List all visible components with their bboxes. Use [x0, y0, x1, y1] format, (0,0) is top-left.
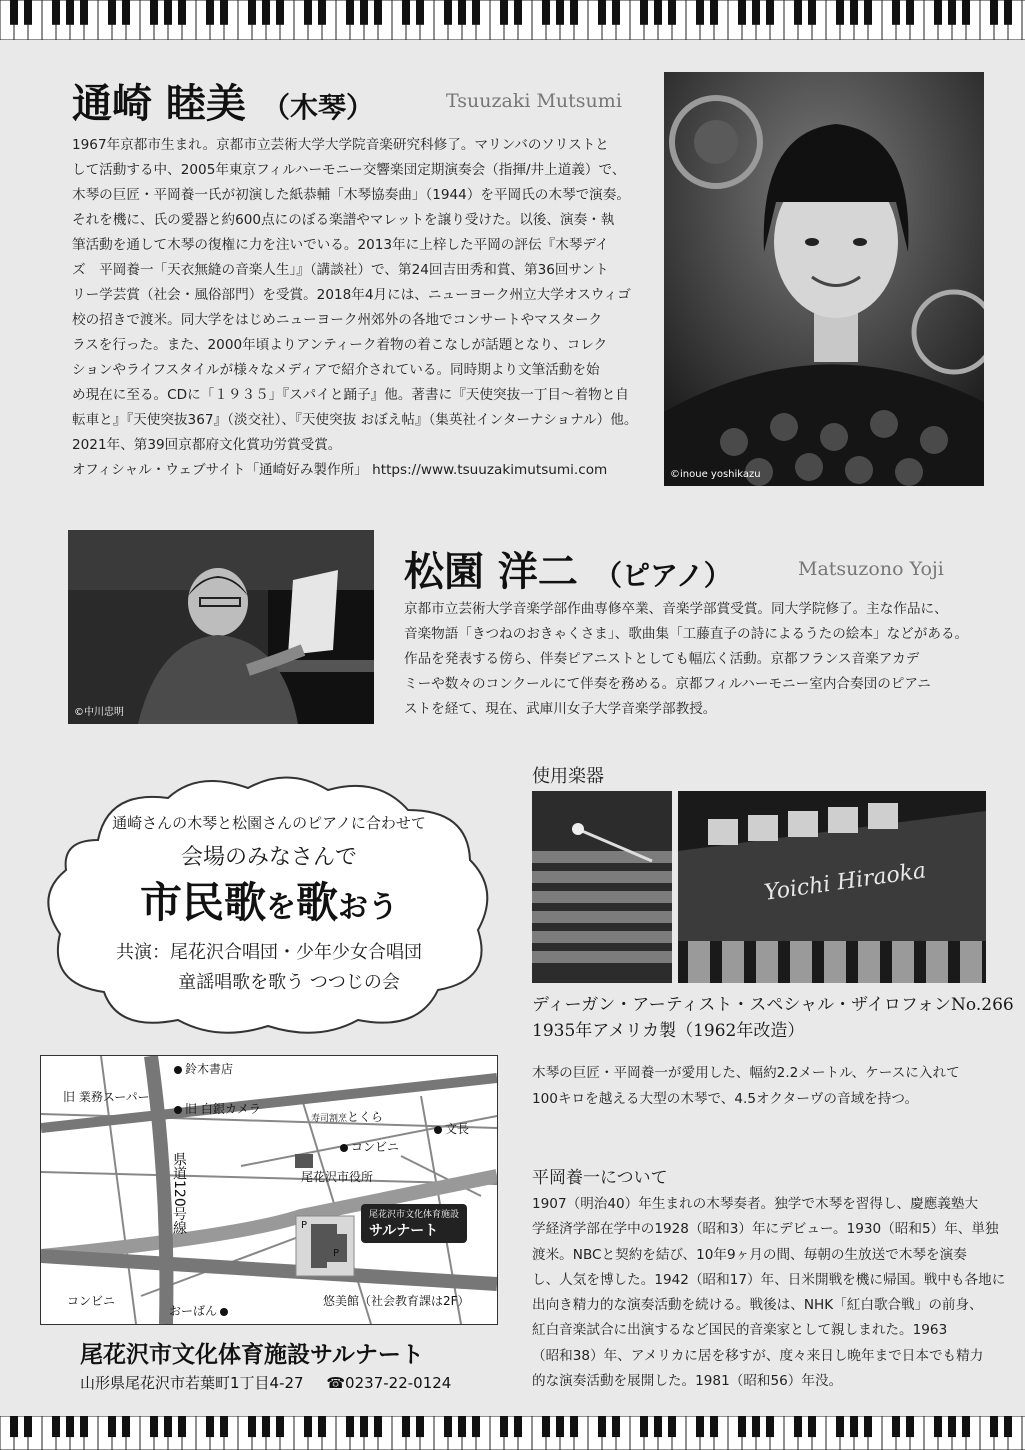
black-key — [668, 1416, 676, 1437]
person1-bio-line: め現在に至る。CDに「１９３５」『スパイと踊子』他。著書に『天使突抜一丁目〜着物と自 — [72, 387, 629, 403]
map-label-tokura: とくら — [347, 1110, 384, 1124]
person1-photo-credit: ©inoue yoshikazu — [670, 469, 761, 480]
black-key — [864, 1416, 872, 1437]
black-key — [304, 1416, 312, 1437]
black-key — [696, 1416, 704, 1437]
black-key — [346, 1416, 354, 1437]
black-key — [710, 0, 718, 25]
callout-title-d: おう — [338, 890, 399, 925]
black-key — [1004, 1416, 1012, 1437]
hiraoka-heading: 平岡養一について — [532, 1168, 668, 1188]
venue-name: 尾花沢市文化体育施設サルナート — [80, 1342, 424, 1368]
person1-bio-line: リー学芸賞（社会・風俗部門）を受賞。2018年4月には、ニューヨーク州立大学オスウィゴ — [72, 287, 631, 303]
person2-bio — [404, 597, 989, 722]
person2-bio-line: ストを経て、現在、武庫川女子大学音楽学部教授。 — [404, 701, 717, 717]
black-key — [836, 0, 844, 25]
black-key — [472, 0, 480, 25]
callout-costar1: 共演：尾花沢合唱団・少年少女合唱団 — [116, 942, 422, 963]
callout-line2: 会場のみなさんで — [180, 845, 357, 870]
black-key — [220, 1416, 228, 1437]
black-key — [1004, 0, 1012, 25]
black-key — [990, 0, 998, 25]
black-key — [416, 0, 424, 25]
black-key — [500, 0, 508, 25]
black-key — [402, 0, 410, 25]
person2-instrument: （ピアノ） — [593, 559, 732, 592]
instrument-caption-1: ディーガン・アーティスト・スペシャル・ザイロフォンNo.266 — [532, 995, 1014, 1015]
black-key — [276, 0, 284, 25]
black-key — [542, 1416, 550, 1437]
hiraoka-bio-line: 学経済学部在学中の1928（昭和3）年にデビュー。1930（昭和5）年、単独 — [532, 1221, 999, 1238]
black-key — [248, 0, 256, 25]
person1-bio-line: して活動する中、2005年東京フィルハーモニー交響楽団定期演奏会（指揮/井上道義）で、 — [72, 162, 626, 178]
black-key — [738, 0, 746, 25]
black-key — [458, 1416, 466, 1437]
black-key — [472, 1416, 480, 1437]
person1-name-en: Tsuuzaki Mutsumi — [446, 90, 622, 112]
black-key — [850, 1416, 858, 1437]
hiraoka-bio-line: （昭和38）年、アメリカに居を移すが、度々来日し晩年まで日本でも精力 — [532, 1347, 984, 1364]
black-key — [374, 1416, 382, 1437]
map-label-super: 旧 業務スーパー — [63, 1090, 150, 1104]
black-key — [262, 0, 270, 25]
black-key — [80, 1416, 88, 1437]
person1-instrument: （木琴） — [261, 91, 374, 124]
black-key — [906, 1416, 914, 1437]
person2-bio-line: 京都市立芸術大学音楽学部作曲専修卒業、音楽学部賞受賞。同大学院修了。主な作品に、 — [404, 601, 948, 617]
map-saruna-small: 尾花沢市文化体育施設 — [369, 1210, 460, 1220]
black-key — [458, 0, 466, 25]
person1-bio-line: 木琴の巨匠・平岡養一氏が初演した紙恭輔「木琴協奏曲」（1944）を平岡氏の木琴で演奏。 — [72, 187, 630, 203]
person1-bio-line: ラスを行った。また、2000年頃よりアンティーク着物の着こなしが話題となり、コレク — [72, 337, 608, 353]
black-key — [962, 1416, 970, 1437]
black-key — [808, 1416, 816, 1437]
black-key — [80, 0, 88, 25]
map-label-bunchou: 文長 — [445, 1122, 470, 1136]
map-label-camera: 旧 白銀カメラ — [185, 1102, 261, 1116]
person2-name-en: Matsuzono Yoji — [798, 558, 944, 580]
black-key — [990, 1416, 998, 1437]
access-map — [40, 1055, 498, 1325]
venue-tel: ☎0237-22-0124 — [326, 1374, 452, 1392]
black-key — [962, 0, 970, 25]
black-key — [794, 0, 802, 25]
hiraoka-bio-line: 的な演奏活動を展開した。1981（昭和56）年没。 — [532, 1373, 843, 1390]
black-key — [514, 0, 522, 25]
person1-bio-line: それを機に、氏の愛器と約600点にのぼる楽譜やマレットを譲り受けた。以後、演奏・執 — [72, 212, 615, 228]
black-key — [864, 0, 872, 25]
black-key — [934, 0, 942, 25]
map-saruna-big: サルナート — [369, 1223, 439, 1239]
black-key — [52, 0, 60, 25]
black-key — [766, 0, 774, 25]
xylophone-photo-nameplate — [678, 791, 986, 983]
black-key — [514, 1416, 522, 1437]
person2-bio-line: 音楽物語「きつねのおきゃくさま」、歌曲集「工藤直子の詩によるうたの絵本」などがある。 — [404, 626, 969, 642]
black-key — [122, 1416, 130, 1437]
hiraoka-bio-line: 1907（明治40）年生まれの木琴奏者。独学で木琴を習得し、慶應義塾大 — [532, 1196, 979, 1212]
person1-bio-line: ションやライフスタイルが様々なメディアで紹介されている。同時期より文筆活動を始 — [72, 362, 600, 378]
black-key — [248, 1416, 256, 1437]
person2-bio-line: 作品を発表する傍ら、伴奏ピアニストとしても幅広く活動。京都フランス音楽アカデ — [404, 651, 920, 667]
instrument-caption-2: 1935年アメリカ製（1962年改造） — [532, 1021, 805, 1041]
person1-bio-line: 2021年、第39回京都府文化賞功労賞受賞。 — [72, 437, 342, 453]
instrument-desc-line: 木琴の巨匠・平岡養一が愛用した、幅約2.2メートル、ケースに入れて — [532, 1065, 960, 1081]
person2-name-ja: 松園 洋二 — [404, 548, 578, 595]
venue-address: 山形県尾花沢市若葉町1丁目4-27 — [80, 1374, 304, 1392]
black-key — [808, 0, 816, 25]
map-label-oban: おーばん — [169, 1304, 218, 1318]
map-saruna-box — [361, 1204, 467, 1243]
hiraoka-bio-line: 出向き精力的な演奏活動を続ける。戦後は、NHK「紅白歌合戦」の前身、 — [532, 1297, 983, 1314]
black-key — [752, 0, 760, 25]
person2-bio-line: ミーや数々のコンクールにて伴奏を務める。京都フィルハーモニー室内合奏団のピアニ — [404, 676, 931, 692]
black-key — [304, 0, 312, 25]
black-key — [948, 1416, 956, 1437]
instrument-description — [532, 1060, 992, 1112]
person1-bio-line: 筆活動を通して木琴の復権に力を注いでいる。2013年に上梓した平岡の評伝『木琴デイ — [72, 237, 609, 253]
black-key — [206, 0, 214, 25]
black-key — [150, 1416, 158, 1437]
black-key — [738, 1416, 746, 1437]
person1-bio-line: オフィシャル・ウェブサイト「通崎好み製作所」 https://www.tsuuzakimutsumi.com — [72, 462, 608, 478]
black-key — [178, 0, 186, 25]
hiraoka-bio — [532, 1192, 1006, 1394]
black-key — [654, 0, 662, 25]
map-label-tokura-prefix: 寿司割烹 — [311, 1114, 348, 1124]
person1-name — [72, 72, 374, 129]
black-key — [276, 1416, 284, 1437]
black-key — [612, 1416, 620, 1437]
callout-line1: 通崎さんの木琴と松園さんのピアノに合わせて — [112, 814, 426, 832]
venue-address-line — [80, 1372, 451, 1393]
person2-photo — [68, 530, 374, 724]
map-label-yubikan: 悠美館（社会教育課は2F） — [323, 1294, 470, 1308]
black-key — [24, 0, 32, 25]
hiraoka-bio-line: し、人気を博した。1942（昭和17）年、日米開戦を機に帰国。戦中も各地に — [532, 1271, 1006, 1288]
black-key — [206, 1416, 214, 1437]
black-key — [906, 0, 914, 25]
map-label-suzuki: 鈴木書店 — [185, 1062, 234, 1076]
map-label-route: 県道120号線 — [171, 1152, 187, 1235]
map-label-cityhall: 尾花沢市役所 — [301, 1170, 374, 1184]
map-label-konbini1: コンビニ — [351, 1140, 400, 1154]
hiraoka-bio-line: 渡米。NBCと契約を結び、10年9ヶ月の間、毎朝の生放送で木琴を演奏 — [532, 1246, 967, 1263]
piano-keys-border-top — [0, 0, 1025, 40]
black-key — [640, 0, 648, 25]
black-key — [570, 0, 578, 25]
callout-title-a: 市民歌 — [139, 878, 266, 927]
black-key — [654, 1416, 662, 1437]
person2-photo-credit: ©中川忠明 — [74, 707, 124, 718]
xylophone-photo-closeup — [532, 791, 672, 983]
black-key — [696, 0, 704, 25]
black-key — [710, 1416, 718, 1437]
black-key — [360, 0, 368, 25]
black-key — [570, 1416, 578, 1437]
black-key — [108, 0, 116, 25]
black-key — [794, 1416, 802, 1437]
person1-bio-line: 転車と』『天使突抜367』（淡交社）、『天使突抜 おぼえ帖』（集英社インターナショナル）他。 — [72, 412, 638, 428]
black-key — [10, 0, 18, 25]
person1-name-ja: 通崎 睦美 — [72, 80, 246, 127]
map-label-konbini2: コンビニ — [67, 1294, 116, 1308]
black-key — [766, 1416, 774, 1437]
black-key — [598, 1416, 606, 1437]
black-key — [318, 1416, 326, 1437]
person1-photo — [664, 72, 984, 486]
black-key — [10, 1416, 18, 1437]
black-key — [836, 1416, 844, 1437]
black-key — [122, 0, 130, 25]
person1-bio-line: ズ 平岡養一「天衣無縫の音楽人生」』（講談社）で、第24回吉田秀和賞、第36回サント — [72, 262, 609, 278]
instrument-section-label: 使用楽器 — [532, 766, 604, 787]
map-parking-1: P — [301, 1220, 308, 1231]
black-key — [164, 1416, 172, 1437]
black-key — [612, 0, 620, 25]
callout-title-b: を — [266, 890, 296, 925]
black-key — [52, 1416, 60, 1437]
black-key — [948, 0, 956, 25]
black-key — [598, 0, 606, 25]
black-key — [444, 0, 452, 25]
callout-title-c: 歌 — [296, 878, 339, 927]
black-key — [66, 0, 74, 25]
hiraoka-bio-line: 紅白音楽試合に出演するなど国民的音楽家として親しまれた。1963 — [532, 1322, 948, 1339]
map-parking-2: P — [333, 1248, 340, 1259]
black-key — [542, 0, 550, 25]
black-key — [262, 1416, 270, 1437]
person1-bio-line: 1967年京都市生まれ。京都市立芸術大学大学院音楽研究科修了。マリンバのソリストと — [72, 137, 609, 153]
callout-costar2: 童謡唱歌を歌う つつじの会 — [178, 972, 400, 993]
black-key — [346, 0, 354, 25]
black-key — [444, 1416, 452, 1437]
black-key — [360, 1416, 368, 1437]
black-key — [374, 0, 382, 25]
person2-name — [404, 540, 732, 597]
black-key — [934, 1416, 942, 1437]
black-key — [24, 1416, 32, 1437]
nameplate-text: Yoichi Hiraoka — [762, 858, 928, 906]
person1-bio-line: 校の招きで渡米。同大学をはじめニューヨーク州郊外の各地でコンサートやマスターク — [72, 312, 603, 328]
black-key — [178, 1416, 186, 1437]
black-key — [500, 1416, 508, 1437]
black-key — [108, 1416, 116, 1437]
black-key — [556, 1416, 564, 1437]
black-key — [892, 0, 900, 25]
black-key — [752, 1416, 760, 1437]
callout-title — [38, 870, 500, 930]
person1-bio — [72, 133, 662, 483]
piano-keys-border-bottom — [0, 1416, 1025, 1450]
black-key — [416, 1416, 424, 1437]
black-key — [402, 1416, 410, 1437]
black-key — [318, 0, 326, 25]
black-key — [892, 1416, 900, 1437]
black-key — [668, 0, 676, 25]
instrument-desc-line: 100キロを越える大型の木琴で、4.5オクターヴの音域を持つ。 — [532, 1091, 919, 1107]
black-key — [640, 1416, 648, 1437]
black-key — [66, 1416, 74, 1437]
black-key — [150, 0, 158, 25]
black-key — [220, 0, 228, 25]
black-key — [164, 0, 172, 25]
black-key — [850, 0, 858, 25]
instrument-caption — [532, 992, 1014, 1044]
black-key — [556, 0, 564, 25]
